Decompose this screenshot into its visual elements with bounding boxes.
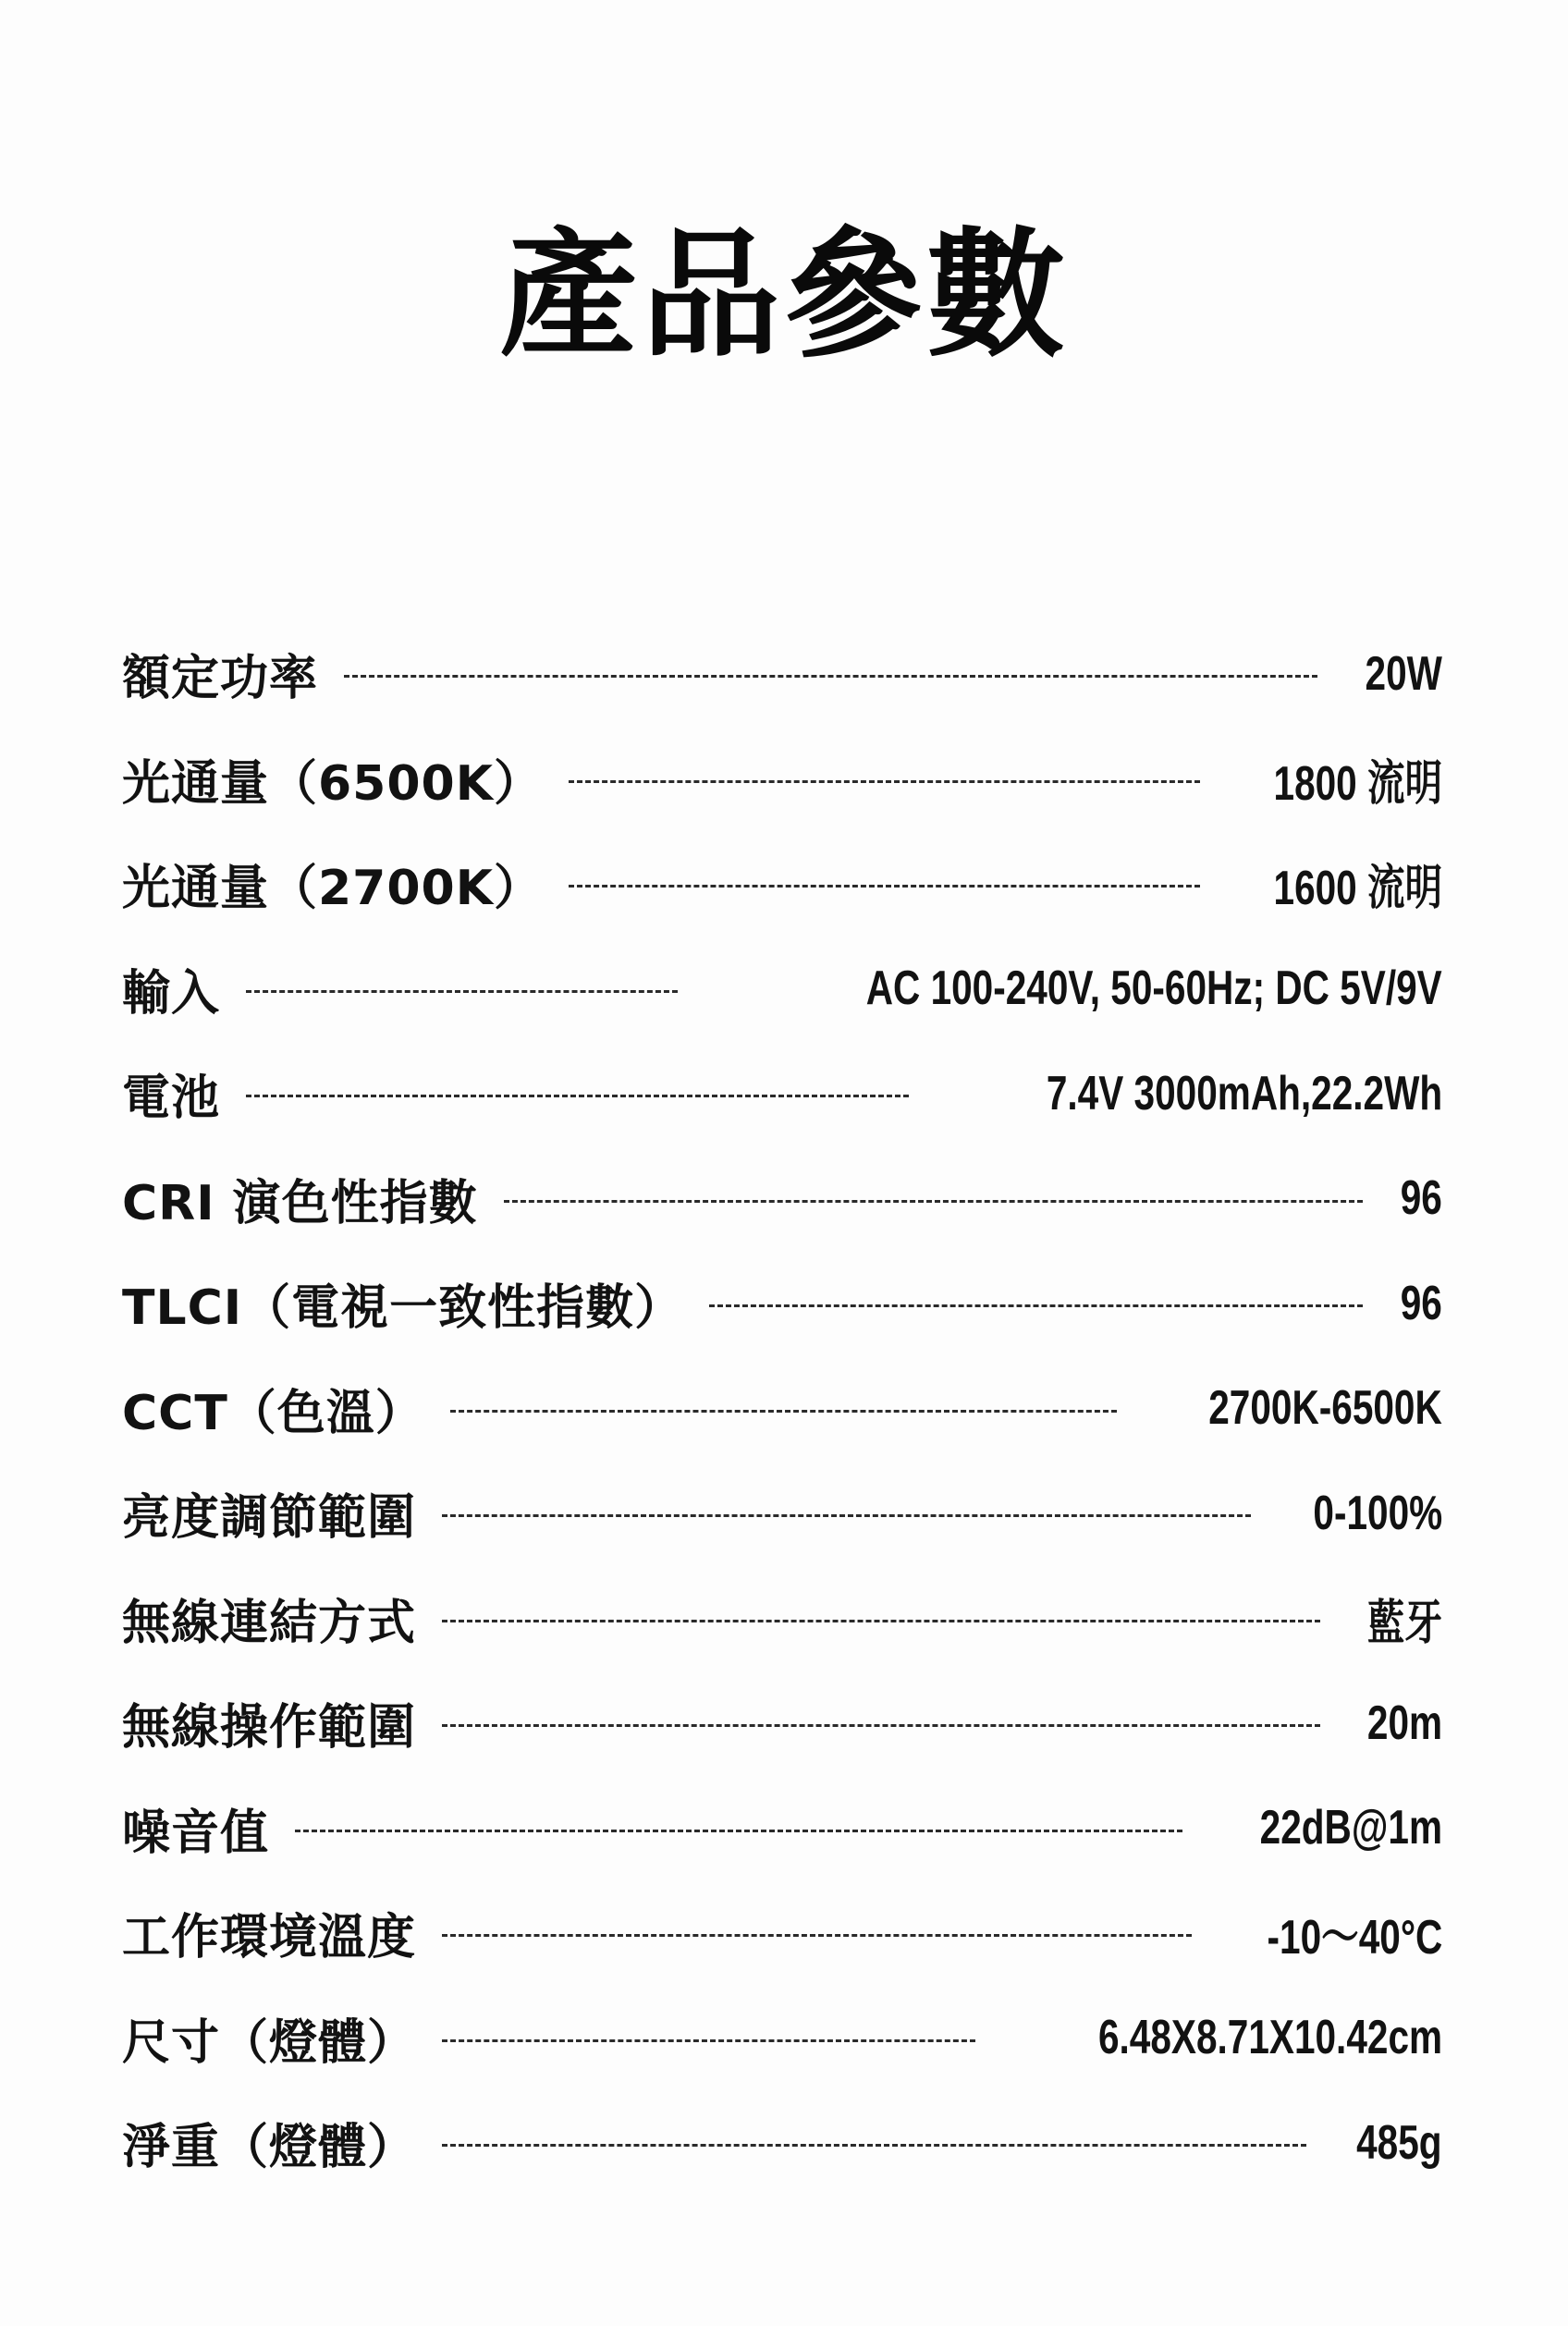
dashed-leader bbox=[442, 2039, 975, 2042]
dashed-leader bbox=[504, 1200, 1364, 1203]
spec-row-flux-2700k bbox=[122, 831, 1442, 937]
spec-value: 20W bbox=[1365, 646, 1442, 701]
dashed-leader bbox=[442, 1514, 1251, 1517]
dashed-leader bbox=[246, 990, 678, 993]
spec-label: 工作環境溫度 bbox=[122, 1910, 417, 1966]
spec-value: 1600 流明 bbox=[1273, 862, 1442, 916]
dashed-leader bbox=[246, 1095, 909, 1097]
spec-label: 無線連結方式 bbox=[122, 1595, 417, 1651]
spec-row-noise bbox=[122, 1776, 1442, 1881]
dashed-leader bbox=[569, 885, 1200, 888]
spec-label: 電池 bbox=[122, 1071, 221, 1127]
dashed-leader bbox=[442, 1620, 1320, 1622]
spec-value: 1800 流明 bbox=[1273, 756, 1442, 811]
dashed-leader bbox=[450, 1410, 1117, 1413]
spec-row-wireless-range bbox=[122, 1671, 1442, 1776]
dashed-leader bbox=[295, 1830, 1182, 1832]
spec-label: 尺寸（燈體） bbox=[122, 2014, 417, 2071]
spec-row-input bbox=[122, 937, 1442, 1042]
spec-row-net-weight bbox=[122, 2090, 1442, 2196]
spec-row-rated-power bbox=[122, 621, 1442, 727]
spec-value: 7.4V 3000mAh,22.2Wh bbox=[1046, 1066, 1442, 1120]
dashed-leader bbox=[344, 675, 1317, 678]
spec-label: TLCI（電視一致性指數） bbox=[122, 1280, 684, 1337]
dashed-leader bbox=[442, 1724, 1320, 1727]
spec-row-tlci bbox=[122, 1251, 1442, 1356]
spec-row-cct bbox=[122, 1356, 1442, 1462]
spec-row-dimming-range bbox=[122, 1461, 1442, 1566]
spec-row-cri bbox=[122, 1146, 1442, 1252]
spec-value: 0-100% bbox=[1313, 1486, 1442, 1540]
spec-label: 額定功率 bbox=[122, 651, 319, 707]
spec-row-flux-6500k bbox=[122, 727, 1442, 832]
spec-value: 22dB@1m bbox=[1259, 1801, 1442, 1855]
spec-label: 淨重（燈體） bbox=[122, 2120, 417, 2176]
spec-row-dimensions bbox=[122, 1986, 1442, 2091]
spec-label: 亮度調節範圍 bbox=[122, 1490, 417, 1547]
spec-value: 20m bbox=[1366, 1696, 1442, 1750]
spec-row-wireless-connection bbox=[122, 1566, 1442, 1671]
spec-value: 6.48X8.71X10.42cm bbox=[1097, 2011, 1442, 2065]
dashed-leader bbox=[442, 2144, 1306, 2147]
dashed-leader bbox=[569, 780, 1200, 783]
spec-value: 2700K-6500K bbox=[1208, 1381, 1442, 1436]
spec-value: 485g bbox=[1356, 2115, 1442, 2170]
spec-label: CCT（色溫） bbox=[122, 1385, 424, 1441]
spec-value: 藍牙 bbox=[1366, 1596, 1442, 1650]
spec-row-operating-temperature bbox=[122, 1880, 1442, 1986]
spec-label: 噪音值 bbox=[122, 1805, 270, 1861]
spec-row-battery bbox=[122, 1041, 1442, 1146]
spec-label: 光通量（6500K） bbox=[122, 755, 544, 812]
spec-label: 光通量（2700K） bbox=[122, 861, 544, 917]
dashed-leader bbox=[442, 1934, 1192, 1937]
spec-label: 輸入 bbox=[122, 965, 221, 1022]
spec-value: -10～40°C bbox=[1267, 1911, 1442, 1965]
spec-value: AC 100-240V, 50-60Hz; DC 5V/9V bbox=[865, 961, 1442, 1016]
spec-list bbox=[122, 621, 1442, 2196]
spec-value: 96 bbox=[1400, 1171, 1442, 1226]
page-title: 產品參數 bbox=[498, 215, 1069, 376]
spec-value: 96 bbox=[1400, 1276, 1442, 1330]
spec-label: CRI 演色性指數 bbox=[122, 1175, 478, 1231]
spec-label: 無線操作範圍 bbox=[122, 1700, 417, 1757]
dashed-leader bbox=[709, 1304, 1363, 1307]
